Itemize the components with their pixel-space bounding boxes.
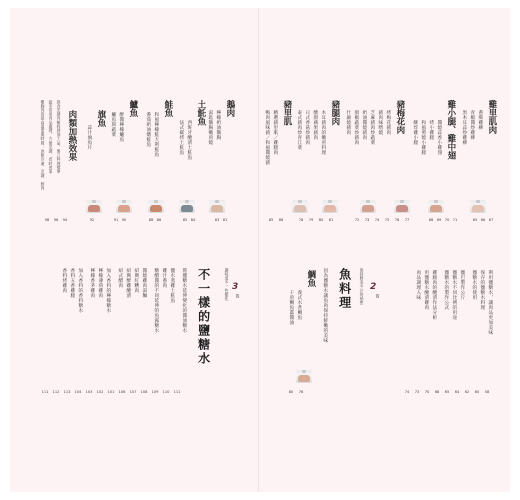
page-number: 86 bbox=[156, 218, 162, 222]
chapter-intro: 保持鮮美多汁的祕密 bbox=[359, 268, 365, 305]
item: 雞腿肉的醃漬作法分析 bbox=[431, 270, 437, 320]
page-number: 71 bbox=[452, 218, 458, 222]
item: 什錦燒豬肉 bbox=[345, 110, 351, 135]
item: 蔥爆雞柳 bbox=[477, 110, 483, 130]
page-number: 66 bbox=[480, 218, 486, 222]
dish-photo bbox=[209, 200, 225, 213]
dish-photo bbox=[360, 200, 376, 213]
heading-heating: 肉類加熱效果 bbox=[66, 110, 77, 161]
page-number: 84 bbox=[190, 218, 196, 222]
page-number: 79 bbox=[308, 218, 314, 222]
page-number: 85 bbox=[268, 218, 274, 222]
page-number: 58 bbox=[484, 390, 490, 394]
dish-photo bbox=[86, 200, 102, 213]
heading-drumette-wing: 雞小腿、雞中翅 bbox=[445, 100, 456, 160]
item: 和風檸檬鮭大利鮭魚 bbox=[153, 112, 159, 157]
heading-goose: 鵝肉 bbox=[224, 100, 235, 117]
gutter bbox=[258, 8, 259, 492]
item: 超市常用肉品處理，方便烹調、省時省事 bbox=[48, 100, 54, 174]
page-number: 74 bbox=[374, 218, 380, 222]
page-number: 109 bbox=[151, 390, 159, 394]
page-number: 91 bbox=[113, 218, 119, 222]
page-number: 112 bbox=[52, 390, 60, 394]
page-number: 101 bbox=[107, 390, 115, 394]
page-number: 77 bbox=[404, 218, 410, 222]
page-number: 111 bbox=[41, 390, 49, 394]
item: 加入香料的檸檬糖水 bbox=[105, 268, 111, 313]
chapter-intro: 讓味道多一些變化 bbox=[224, 268, 230, 301]
chapter-subtitle: 將鹽糖水延伸變化的醬油糖水 bbox=[181, 268, 187, 333]
item: 干煎鯛魚薑醬油 bbox=[288, 290, 294, 325]
dish-photo bbox=[296, 370, 312, 383]
page-number: 78 bbox=[298, 390, 304, 394]
item: 熟食烹調肉類料理加工品，建立料理標準 bbox=[56, 100, 62, 174]
dish-photo bbox=[470, 200, 486, 213]
chapter-title: 魚料理 bbox=[337, 268, 352, 310]
dish-photo bbox=[148, 200, 164, 213]
page-number: 103 bbox=[85, 390, 93, 394]
page-number: 68 bbox=[434, 390, 440, 394]
item: 甜椒蔬菜炒豬肉 bbox=[353, 110, 359, 145]
chapter-number: 3 bbox=[232, 282, 239, 292]
page-number: 102 bbox=[96, 390, 104, 394]
heading-chicken-tender: 雞里肌肉 bbox=[486, 100, 497, 134]
page-number: 74 bbox=[404, 390, 410, 394]
page-number: 78 bbox=[298, 218, 304, 222]
page-number: 64 bbox=[454, 390, 460, 394]
page-number: 73 bbox=[364, 218, 370, 222]
chapter-label: 篇 bbox=[375, 294, 381, 299]
page-number: 72 bbox=[354, 218, 360, 222]
item: 肉品調理入味 bbox=[415, 270, 421, 300]
dish-photo bbox=[394, 200, 410, 213]
item: 蒜汁旗魚片 bbox=[86, 125, 92, 150]
item: 用鹽糖水醃漬雞肉 bbox=[423, 270, 429, 310]
item: 利用鹽糖水，讓肉品更加美味 bbox=[487, 270, 493, 335]
item: 檸檬薄荷雞肉 bbox=[97, 268, 103, 298]
page-number: 67 bbox=[488, 218, 494, 222]
page-number: 113 bbox=[63, 390, 71, 394]
page-number: 75 bbox=[384, 218, 390, 222]
dish-photo bbox=[179, 200, 195, 213]
heading-sea-bream: 鯛魚 bbox=[305, 270, 316, 287]
item: 西班牙醃漬土魠魚 bbox=[186, 120, 192, 160]
page-number: 81 bbox=[328, 218, 334, 222]
item: 雞胸肉的最高溫度與時間：冰箱冷凍、烹調、鮮肉 bbox=[40, 100, 46, 191]
item: 黑木耳蒜炒雞柳 bbox=[461, 110, 467, 145]
item: 酸甜蘋果豬肉 bbox=[312, 110, 318, 140]
item: 糖醋醬的不同延伸的魚露糖水 bbox=[153, 268, 159, 333]
page-number: 110 bbox=[162, 390, 170, 394]
item: 酥炸雞小腿 bbox=[412, 120, 418, 145]
item: 鴨肉風味豬／和風醬燒豬 bbox=[264, 110, 270, 165]
item: 鹽糖水不同比例的用途 bbox=[451, 270, 457, 320]
page-number: 108 bbox=[140, 390, 148, 394]
page-number: 60 bbox=[474, 390, 480, 394]
dish-photo bbox=[116, 200, 132, 213]
page-number: 85 bbox=[182, 218, 188, 222]
book-spread bbox=[10, 8, 510, 492]
item: 番茄奶油燉鮭魚 bbox=[145, 112, 151, 147]
page-number: 80 bbox=[288, 390, 294, 394]
heading-bass: 鱸魚 bbox=[127, 100, 138, 117]
page-number: 80 bbox=[318, 218, 324, 222]
page-number: 69 bbox=[436, 218, 442, 222]
page-number: 88 bbox=[148, 218, 154, 222]
page-number: 68 bbox=[428, 218, 434, 222]
page-number: 94 bbox=[62, 218, 68, 222]
item: 豬肉味噌燒 bbox=[377, 110, 383, 135]
item: 醉醬檸檬鱸魚 bbox=[118, 112, 124, 142]
item: 鹽水蒸雞土魠魚 bbox=[169, 268, 175, 303]
heading-pork-shoulder: 豬梅花肉 bbox=[394, 100, 405, 134]
item: 紹式醋肉 bbox=[117, 268, 123, 288]
item: 烤小雞腿 bbox=[428, 120, 434, 140]
page-number: 111 bbox=[173, 390, 181, 394]
page-number: 62 bbox=[464, 390, 470, 394]
chapter-title: 不一樣的鹽糖水 bbox=[196, 268, 211, 366]
item: 烤梅花豬肉 bbox=[385, 110, 391, 135]
item: 香料烤雞肉 bbox=[61, 268, 67, 293]
item: 日式香菇炒豬肉 bbox=[304, 110, 310, 145]
page-number: 65 bbox=[472, 218, 478, 222]
item: 湯匙鵝胸嫩煎燒 bbox=[207, 110, 213, 145]
page-number: 90 bbox=[121, 218, 127, 222]
page-number: 65 bbox=[444, 390, 450, 394]
page-number: 81 bbox=[222, 218, 228, 222]
item: 鱸魚與蔬菜 bbox=[110, 112, 116, 137]
page-number: 70 bbox=[424, 390, 430, 394]
heading-mackerel: 土魠魚 bbox=[195, 100, 206, 126]
item: 醬燒雞肉湯麵 bbox=[141, 268, 147, 298]
item: 加入香料的香料糖水 bbox=[77, 268, 83, 313]
item: 香料五香雞腿 bbox=[69, 268, 75, 298]
item: 紹興紅糟肉 bbox=[133, 268, 139, 293]
page-number: 106 bbox=[118, 390, 126, 394]
chapter-number: 2 bbox=[370, 282, 377, 292]
item: 鹽巴製作公斤 bbox=[459, 270, 465, 300]
item: 精選豬里肌／雞腿肉 bbox=[272, 110, 278, 155]
item: 泰式豬肉炒青江菜 bbox=[296, 110, 302, 150]
page-number: 86 bbox=[278, 218, 284, 222]
page-number: 98 bbox=[44, 218, 50, 222]
chapter-label: 篇 bbox=[235, 294, 241, 299]
page-number: 92 bbox=[89, 218, 95, 222]
page-number: 107 bbox=[129, 390, 137, 394]
item: 檸檬香茅雞肉 bbox=[89, 268, 95, 298]
item: 紹興醉雞醃漬 bbox=[125, 268, 131, 298]
item: 芝麻豬肉炒蔬菜 bbox=[369, 110, 375, 145]
heading-salmon: 鮭魚 bbox=[162, 100, 173, 117]
item: 檸檬奶油鵝胸 bbox=[215, 110, 221, 140]
dish-photo bbox=[322, 200, 338, 213]
dish-photo bbox=[292, 200, 308, 213]
page-number: 76 bbox=[394, 218, 400, 222]
item: 醬燒蒜香小雞翅 bbox=[436, 120, 442, 155]
item: 木耳豬肉的嫩煎料理 bbox=[320, 110, 326, 155]
item: 雞汁蔥肉 bbox=[161, 268, 167, 288]
heading-pork-leg: 豬腿肉 bbox=[329, 100, 340, 126]
page-number: 104 bbox=[74, 390, 82, 394]
item: 保存的鹽糖水料理 bbox=[479, 270, 485, 310]
item: 青椒醬炒雞柳 bbox=[469, 110, 475, 140]
page-number: 83 bbox=[214, 218, 220, 222]
item: 義式水煮鯛魚 bbox=[296, 290, 302, 320]
item: 奶油醬燒豬肉 bbox=[361, 110, 367, 140]
item: 法式碳烤土魠魚 bbox=[178, 120, 184, 155]
dish-photo bbox=[428, 200, 444, 213]
item: 鹽糖水的製作公式 bbox=[443, 270, 449, 310]
chapter-subtitle: 因為鹽糖水讓魚肉保持鮮嫩的美味 bbox=[322, 268, 328, 343]
item: 鹽糖水的使用 bbox=[471, 270, 477, 300]
item: 和風照燒小雞腿 bbox=[420, 120, 426, 155]
page-number: 96 bbox=[53, 218, 59, 222]
page-number: 73 bbox=[414, 390, 420, 394]
page-number: 70 bbox=[444, 218, 450, 222]
heading-pork-loin: 豬里肌 bbox=[281, 100, 292, 126]
heading-swordfish: 旗魚 bbox=[95, 110, 106, 127]
